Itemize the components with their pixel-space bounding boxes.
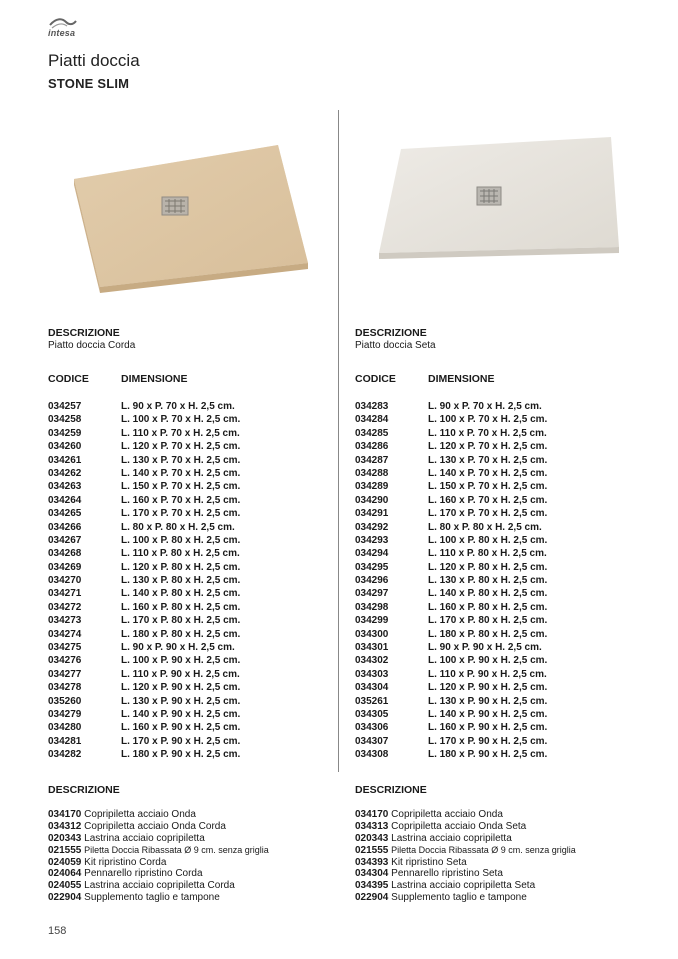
accessory-item (355, 857, 645, 869)
table-row (355, 508, 645, 521)
product-code: 034275 (48, 642, 82, 654)
table-row (355, 522, 645, 535)
accessory-code: 024055 (48, 880, 82, 892)
table-row (355, 736, 645, 749)
product-code: 034270 (48, 575, 82, 587)
accessory-item (48, 892, 338, 904)
accessory-description: Copripiletta acciaio Onda Seta (391, 820, 527, 832)
table-row (48, 508, 338, 521)
product-code: 034276 (48, 655, 82, 667)
accessory-description: Kit ripristino Corda (84, 856, 167, 868)
dimension-table (355, 401, 645, 763)
product-code: 034297 (355, 588, 389, 600)
table-row (355, 749, 645, 762)
table-row (355, 629, 645, 642)
accessory-code: 024064 (48, 868, 82, 880)
product-code: 034273 (48, 615, 82, 627)
accessory-item (355, 809, 645, 821)
table-row (355, 722, 645, 735)
product-code: 034265 (48, 508, 82, 520)
product-dimension: L. 120 x P. 70 x H. 2,5 cm. (428, 441, 548, 453)
drain-grate-icon (477, 187, 501, 205)
table-row (355, 615, 645, 628)
product-dimension: L. 180 x P. 90 x H. 2,5 cm. (121, 749, 241, 761)
product-dimension: L. 180 x P. 80 x H. 2,5 cm. (121, 628, 241, 640)
accessory-description: Lastrina acciaio copripiletta (391, 832, 512, 844)
table-row (355, 481, 645, 494)
product-dimension: L. 140 x P. 80 x H. 2,5 cm. (121, 588, 241, 600)
product-dimension: L. 100 x P. 70 x H. 2,5 cm. (428, 414, 548, 426)
product-code: 034281 (48, 735, 82, 747)
product-dimension: L. 130 x P. 80 x H. 2,5 cm. (428, 575, 548, 587)
table-row (48, 709, 338, 722)
product-dimension: L. 100 x P. 80 x H. 2,5 cm. (428, 534, 548, 546)
code-column-header: CODICE (48, 373, 89, 385)
dimension-column-header: DIMENSIONE (428, 373, 495, 385)
accessory-item (48, 880, 338, 892)
table-row (48, 428, 338, 441)
table-row (355, 669, 645, 682)
product-code: 034305 (355, 708, 389, 720)
accessory-code: 021555 (355, 844, 389, 856)
accessory-description: Lastrina acciaio copripiletta Seta (391, 880, 536, 892)
table-row (355, 401, 645, 414)
accessory-item (48, 857, 338, 869)
table-row (355, 562, 645, 575)
accessory-item (48, 833, 338, 845)
shower-tray-icon (72, 135, 312, 295)
accessory-code: 021555 (48, 844, 82, 856)
accessory-description: Piletta Doccia Ribassata Ø 9 cm. senza griglia (84, 844, 269, 855)
product-code: 034287 (355, 454, 389, 466)
table-row (48, 615, 338, 628)
product-dimension: L. 100 x P. 90 x H. 2,5 cm. (428, 655, 548, 667)
product-code: 034296 (355, 575, 389, 587)
product-dimension: L. 160 x P. 80 x H. 2,5 cm. (428, 601, 548, 613)
product-dimension: L. 90 x P. 70 x H. 2,5 cm. (428, 401, 542, 412)
accessory-code: 020343 (48, 832, 82, 844)
table-row (355, 441, 645, 454)
table-row (355, 642, 645, 655)
product-dimension: L. 130 x P. 90 x H. 2,5 cm. (428, 695, 548, 707)
accessory-code: 034170 (355, 809, 389, 820)
accessory-item (355, 880, 645, 892)
product-dimension: L. 150 x P. 70 x H. 2,5 cm. (428, 481, 548, 493)
accessory-code: 034312 (48, 820, 82, 832)
product-code: 034268 (48, 548, 82, 560)
product-dimension: L. 160 x P. 70 x H. 2,5 cm. (428, 494, 548, 506)
table-row (48, 669, 338, 682)
accessory-code: 022904 (48, 892, 82, 904)
table-row (48, 548, 338, 561)
accessory-code: 034313 (355, 820, 389, 832)
product-dimension: L. 100 x P. 80 x H. 2,5 cm. (121, 534, 241, 546)
product-code: 034277 (48, 668, 82, 680)
table-row (48, 682, 338, 695)
table-row (48, 655, 338, 668)
product-dimension: L. 140 x P. 80 x H. 2,5 cm. (428, 588, 548, 600)
table-row (48, 468, 338, 481)
product-dimension: L. 140 x P. 70 x H. 2,5 cm. (121, 467, 241, 479)
table-row (48, 588, 338, 601)
accessories-heading: DESCRIZIONE (48, 784, 120, 796)
product-code: 034308 (355, 749, 389, 761)
product-code: 034257 (48, 401, 82, 412)
product-dimension: L. 100 x P. 70 x H. 2,5 cm. (121, 414, 241, 426)
drain-grate-icon (162, 197, 188, 215)
table-row (48, 562, 338, 575)
product-dimension: L. 120 x P. 80 x H. 2,5 cm. (428, 561, 548, 573)
dimension-table (48, 401, 338, 763)
product-dimension: L. 90 x P. 70 x H. 2,5 cm. (121, 401, 235, 412)
product-dimension: L. 80 x P. 80 x H. 2,5 cm. (121, 521, 235, 533)
product-code: 034283 (355, 401, 389, 412)
product-dimension: L. 170 x P. 80 x H. 2,5 cm. (121, 615, 241, 627)
table-row (355, 535, 645, 548)
product-dimension: L. 110 x P. 90 x H. 2,5 cm. (121, 668, 240, 680)
table-row (48, 401, 338, 414)
product-dimension: L. 120 x P. 70 x H. 2,5 cm. (121, 441, 241, 453)
accessory-code: 020343 (355, 832, 389, 844)
column-divider (338, 110, 339, 772)
product-image-corda (72, 135, 312, 300)
accessory-description: Piletta Doccia Ribassata Ø 9 cm. senza griglia (391, 844, 576, 855)
product-dimension: L. 120 x P. 90 x H. 2,5 cm. (428, 682, 548, 694)
page-number: 158 (48, 925, 67, 937)
product-code: 035260 (48, 695, 82, 707)
table-row (48, 736, 338, 749)
product-code: 034289 (355, 481, 389, 493)
accessory-item (48, 845, 338, 857)
table-row (355, 455, 645, 468)
product-code: 034291 (355, 508, 389, 520)
table-row (48, 414, 338, 427)
accessory-description: Copripiletta acciaio Onda (84, 809, 196, 820)
product-code: 034290 (355, 494, 389, 506)
table-row (355, 428, 645, 441)
product-dimension: L. 180 x P. 80 x H. 2,5 cm. (428, 628, 548, 640)
product-code: 034286 (355, 441, 389, 453)
accessory-description: Lastrina acciaio copripiletta Corda (84, 880, 235, 892)
table-row (48, 441, 338, 454)
table-row (355, 414, 645, 427)
product-dimension: L. 80 x P. 80 x H. 2,5 cm. (428, 521, 542, 533)
product-dimension: L. 110 x P. 70 x H. 2,5 cm. (121, 427, 240, 439)
accessory-code: 034395 (355, 880, 389, 892)
table-row (355, 682, 645, 695)
accessory-description: Lastrina acciaio copripiletta (84, 832, 205, 844)
product-dimension: L. 180 x P. 90 x H. 2,5 cm. (428, 749, 548, 761)
description-text: Piatto doccia Corda (48, 340, 136, 351)
product-code: 034274 (48, 628, 82, 640)
product-dimension: L. 160 x P. 90 x H. 2,5 cm. (428, 722, 548, 734)
product-code: 034261 (48, 454, 82, 466)
product-code: 034292 (355, 521, 389, 533)
brand-name: intesa (48, 28, 76, 38)
accessory-description: Copripiletta acciaio Onda Corda (84, 820, 226, 832)
table-row (48, 575, 338, 588)
product-dimension: L. 160 x P. 90 x H. 2,5 cm. (121, 722, 241, 734)
table-row (48, 495, 338, 508)
accessory-code: 022904 (355, 892, 389, 904)
description-heading: DESCRIZIONE (48, 327, 120, 339)
product-dimension: L. 170 x P. 70 x H. 2,5 cm. (428, 508, 548, 520)
table-row (355, 495, 645, 508)
product-code: 034258 (48, 414, 82, 426)
product-dimension: L. 110 x P. 80 x H. 2,5 cm. (428, 548, 547, 560)
accessories-list (355, 809, 645, 904)
table-row (355, 588, 645, 601)
accessory-code: 034170 (48, 809, 82, 820)
product-code: 034288 (355, 467, 389, 479)
accessory-description: Supplemento taglio e tampone (84, 892, 220, 904)
accessory-item (355, 892, 645, 904)
product-dimension: L. 170 x P. 90 x H. 2,5 cm. (121, 735, 241, 747)
product-code: 034267 (48, 534, 82, 546)
product-code: 034285 (355, 427, 389, 439)
description-text: Piatto doccia Seta (355, 340, 436, 351)
table-row (48, 722, 338, 735)
code-column-header: CODICE (355, 373, 396, 385)
product-code: 034301 (355, 642, 389, 654)
table-row (355, 709, 645, 722)
product-code: 034264 (48, 494, 82, 506)
table-row (48, 455, 338, 468)
product-dimension: L. 160 x P. 70 x H. 2,5 cm. (121, 494, 241, 506)
accessory-item (355, 868, 645, 880)
description-heading: DESCRIZIONE (355, 327, 427, 339)
accessories-list (48, 809, 338, 904)
accessory-item (48, 868, 338, 880)
accessory-description: Pennarello ripristino Corda (84, 868, 203, 880)
product-code: 034272 (48, 601, 82, 613)
product-code: 034278 (48, 682, 82, 694)
dimension-column-header: DIMENSIONE (121, 373, 188, 385)
product-code: 034279 (48, 708, 82, 720)
table-row (48, 642, 338, 655)
accessory-item (355, 833, 645, 845)
accessories-heading: DESCRIZIONE (355, 784, 427, 796)
product-dimension: L. 130 x P. 80 x H. 2,5 cm. (121, 575, 241, 587)
product-code: 034262 (48, 467, 82, 479)
table-row (355, 655, 645, 668)
product-code: 034304 (355, 682, 389, 694)
product-code: 034300 (355, 628, 389, 640)
table-row (355, 575, 645, 588)
table-row (355, 696, 645, 709)
product-code: 034295 (355, 561, 389, 573)
product-dimension: L. 120 x P. 90 x H. 2,5 cm. (121, 682, 241, 694)
product-code: 034266 (48, 521, 82, 533)
product-dimension: L. 140 x P. 90 x H. 2,5 cm. (121, 708, 241, 720)
table-row (355, 548, 645, 561)
product-code: 034269 (48, 561, 82, 573)
product-dimension: L. 130 x P. 90 x H. 2,5 cm. (121, 695, 241, 707)
product-code: 034271 (48, 588, 82, 600)
accessory-code: 024059 (48, 856, 82, 868)
accessory-description: Copripiletta acciaio Onda (391, 809, 503, 820)
brand-logo (48, 16, 88, 38)
product-code: 034260 (48, 441, 82, 453)
table-row (48, 696, 338, 709)
table-row (48, 629, 338, 642)
product-dimension: L. 90 x P. 90 x H. 2,5 cm. (428, 642, 542, 654)
page-subtitle: STONE SLIM (48, 76, 130, 91)
product-dimension: L. 130 x P. 70 x H. 2,5 cm. (121, 454, 241, 466)
product-dimension: L. 90 x P. 90 x H. 2,5 cm. (121, 642, 235, 654)
product-dimension: L. 170 x P. 80 x H. 2,5 cm. (428, 615, 548, 627)
product-dimension: L. 160 x P. 80 x H. 2,5 cm. (121, 601, 241, 613)
accessory-code: 034304 (355, 868, 389, 880)
product-dimension: L. 140 x P. 90 x H. 2,5 cm. (428, 708, 548, 720)
table-row (355, 468, 645, 481)
page-title: Piatti doccia (48, 51, 140, 70)
accessory-description: Pennarello ripristino Seta (391, 868, 503, 880)
table-row (48, 522, 338, 535)
accessory-item (48, 809, 338, 821)
accessory-code: 034393 (355, 856, 389, 868)
product-dimension: L. 120 x P. 80 x H. 2,5 cm. (121, 561, 241, 573)
table-row (48, 602, 338, 615)
table-row (355, 602, 645, 615)
product-code: 034298 (355, 601, 389, 613)
accessory-description: Supplemento taglio e tampone (391, 892, 527, 904)
accessory-item (355, 845, 645, 857)
product-code: 034302 (355, 655, 389, 667)
product-code: 034303 (355, 668, 389, 680)
accessory-description: Kit ripristino Seta (391, 856, 467, 868)
product-code: 034284 (355, 414, 389, 426)
product-dimension: L. 170 x P. 90 x H. 2,5 cm. (428, 735, 548, 747)
product-code: 034294 (355, 548, 389, 560)
product-dimension: L. 110 x P. 90 x H. 2,5 cm. (428, 668, 547, 680)
product-code: 034299 (355, 615, 389, 627)
table-row (48, 481, 338, 494)
table-row (48, 535, 338, 548)
product-dimension: L. 110 x P. 70 x H. 2,5 cm. (428, 427, 547, 439)
table-row (48, 749, 338, 762)
product-code: 034282 (48, 749, 82, 761)
product-dimension: L. 150 x P. 70 x H. 2,5 cm. (121, 481, 241, 493)
product-code: 034306 (355, 722, 389, 734)
product-code: 034263 (48, 481, 82, 493)
product-dimension: L. 110 x P. 80 x H. 2,5 cm. (121, 548, 240, 560)
product-dimension: L. 130 x P. 70 x H. 2,5 cm. (428, 454, 548, 466)
product-code: 034293 (355, 534, 389, 546)
accessory-item (355, 821, 645, 833)
product-code: 034307 (355, 735, 389, 747)
shower-tray-icon (371, 135, 621, 265)
product-dimension: L. 170 x P. 70 x H. 2,5 cm. (121, 508, 241, 520)
product-code: 035261 (355, 695, 389, 707)
accessory-item (48, 821, 338, 833)
product-dimension: L. 140 x P. 70 x H. 2,5 cm. (428, 467, 548, 479)
product-code: 034259 (48, 427, 82, 439)
product-dimension: L. 100 x P. 90 x H. 2,5 cm. (121, 655, 241, 667)
product-image-seta (371, 135, 621, 270)
product-code: 034280 (48, 722, 82, 734)
